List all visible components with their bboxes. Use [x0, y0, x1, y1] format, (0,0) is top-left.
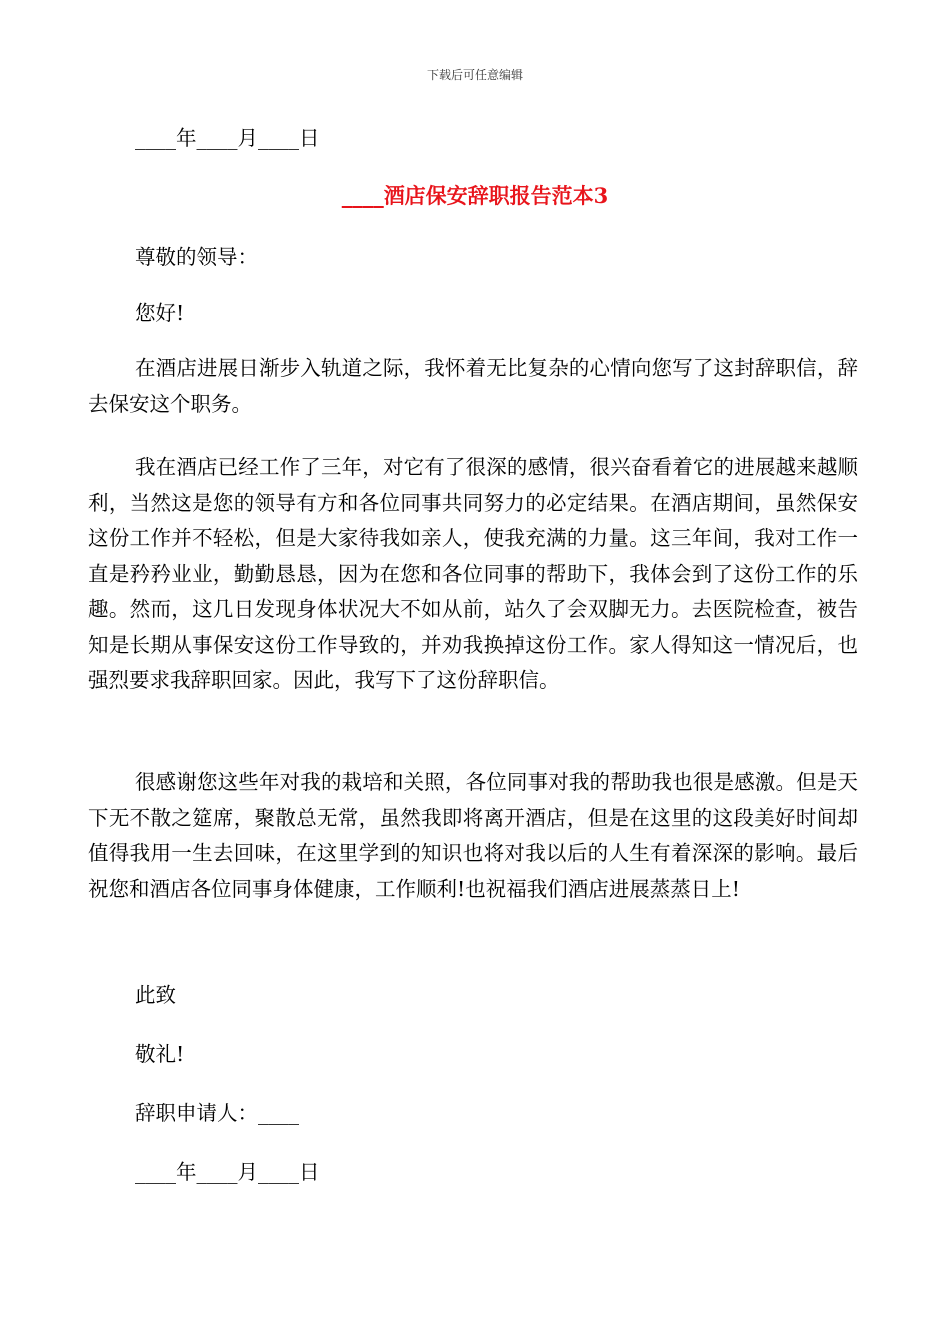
date-line-top: ____年____月____日	[135, 126, 320, 150]
body-paragraph-1: 在酒店进展日渐步入轨道之际，我怀着无比复杂的心情向您写了这封辞职信，辞去保安这个职务。	[88, 356, 858, 416]
date-line-bottom: ____年____月____日	[135, 1160, 320, 1184]
closing-regards: 此致	[135, 983, 176, 1007]
greeting: 您好!	[135, 301, 185, 325]
page-header-note: 下载后可任意编辑	[426, 68, 523, 82]
closing-salute: 敬礼!	[135, 1042, 185, 1066]
salutation: 尊敬的领导：	[135, 245, 258, 269]
body-paragraph-2: 我在酒店已经工作了三年，对它有了很深的感情，很兴奋看着它的进展越来越顺利，当然这是您的领导有方和各位同事共同努力的必定结果。在酒店期间，虽然保安这份工作并不轻松，但是大家待我如亲人，使我充满的力量。这三年间，我对工作一直是矜矜业业，勤勤恳恳，因为在您和各位同事的帮助下，我体会到了这份工作的乐趣。然而，这几日发现身体状况大不如从前，站久了会双脚无力。去医院检查，被告知是长期从事保安这份工作导致的，并劝我换掉这份工作。家人得知这一情况后，也强烈要求我辞职回家。因此，我写下了这份辞职信。	[88, 455, 858, 692]
body-paragraph-3: 很感谢您这些年对我的栽培和关照，各位同事对我的帮助我也很是感激。但是天下无不散之筵席，聚散总无常，虽然我即将离开酒店，但是在这里的这段美好时间却值得我用一生去回味，在这里学到的知识也将对我以后的人生有着深深的影响。最后祝您和酒店各位同事身体健康，工作顺利!也祝福我们酒店进展蒸蒸日上!	[88, 770, 858, 901]
applicant-signature-line: 辞职申请人：____	[135, 1101, 299, 1125]
document-title: ____酒店保安辞职报告范本3	[341, 183, 609, 208]
